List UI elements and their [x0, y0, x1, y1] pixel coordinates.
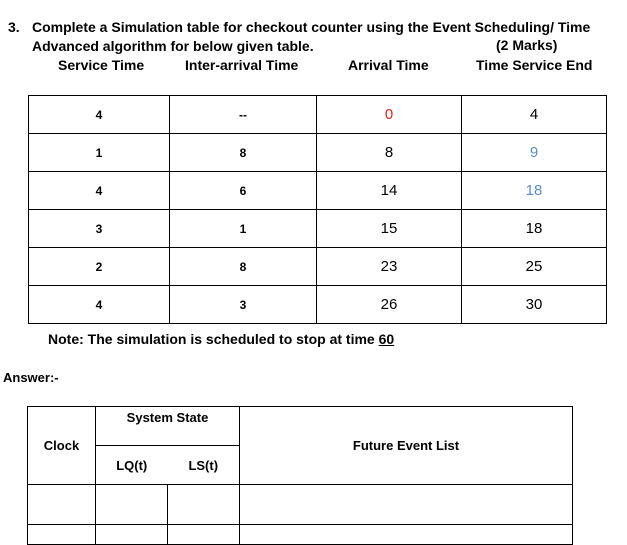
cell-arrival-time: 8	[317, 134, 462, 172]
answer-cell[interactable]	[96, 525, 168, 545]
table-row	[29, 172, 607, 210]
header-time-service-end: Time Service End	[476, 57, 593, 73]
marks-label: (2 Marks)	[496, 37, 558, 53]
question-line-1: Complete a Simulation table for checkout counter using the Event Scheduling/ Time	[32, 19, 591, 35]
cell-service-end: 25	[462, 248, 607, 286]
cell-inter-arrival: 1	[170, 210, 317, 248]
cell-arrival-time: 26	[317, 286, 462, 324]
cell-inter-arrival: 8	[170, 134, 317, 172]
answer-cell[interactable]	[96, 485, 168, 525]
cell-service-time: 2	[29, 248, 170, 286]
cell-service-end: 4	[462, 96, 607, 134]
future-event-list-header: Future Event List	[240, 407, 573, 485]
answer-cell[interactable]	[240, 485, 573, 525]
header-inter-arrival-time: Inter-arrival Time	[185, 57, 299, 73]
cell-service-end: 30	[462, 286, 607, 324]
lq-header: LQ(t)	[96, 446, 168, 485]
cell-inter-arrival: 6	[170, 172, 317, 210]
question-line-2: Advanced algorithm for below given table.	[32, 38, 314, 54]
cell-service-time: 4	[29, 172, 170, 210]
table-row	[28, 525, 573, 545]
answer-cell[interactable]	[240, 525, 573, 545]
table-row	[29, 134, 607, 172]
system-state-header: System State	[96, 407, 240, 446]
cell-service-end: 18	[462, 210, 607, 248]
answer-cell[interactable]	[168, 485, 240, 525]
answer-label: Answer:-	[3, 370, 59, 385]
cell-arrival-time: 23	[317, 248, 462, 286]
answer-cell[interactable]	[28, 485, 96, 525]
header-arrival-time: Arrival Time	[348, 57, 429, 73]
note-stop-time: 60	[378, 331, 395, 347]
cell-service-time: 3	[29, 210, 170, 248]
cell-service-time: 4	[29, 96, 170, 134]
answer-table	[27, 406, 573, 545]
table-row	[29, 96, 607, 134]
table-row	[28, 485, 573, 525]
answer-cell[interactable]	[28, 525, 96, 545]
question-number: 3.	[8, 19, 20, 35]
cell-inter-arrival: --	[170, 96, 317, 134]
answer-cell[interactable]	[168, 525, 240, 545]
header-service-time: Service Time	[58, 57, 145, 73]
cell-service-end: 18	[462, 172, 607, 210]
cell-arrival-time: 14	[317, 172, 462, 210]
clock-header: Clock	[28, 407, 96, 485]
cell-service-time: 1	[29, 134, 170, 172]
note-text: Note: The simulation is scheduled to stop at time	[48, 331, 375, 347]
simulation-table	[28, 95, 607, 324]
simulation-note	[48, 331, 394, 347]
table-row	[29, 210, 607, 248]
cell-arrival-time: 15	[317, 210, 462, 248]
cell-arrival-time: 0	[317, 96, 462, 134]
ls-header: LS(t)	[168, 446, 240, 485]
table-row	[29, 286, 607, 324]
table-row	[29, 248, 607, 286]
cell-service-end: 9	[462, 134, 607, 172]
cell-inter-arrival: 3	[170, 286, 317, 324]
cell-service-time: 4	[29, 286, 170, 324]
cell-inter-arrival: 8	[170, 248, 317, 286]
